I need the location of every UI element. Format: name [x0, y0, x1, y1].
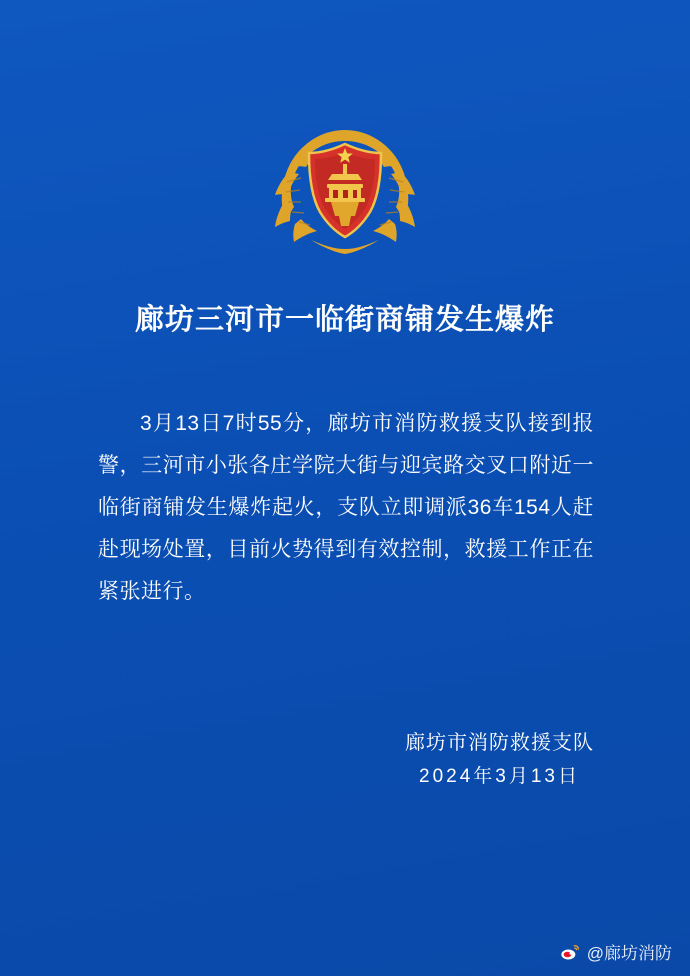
china-police-fire-emblem	[265, 112, 425, 258]
signature-date: 2024年3月13日	[419, 766, 580, 787]
announcement-body: 3月13日7时55分，廊坊市消防救援支队接到报警，三河市小张各庄学院大街与迎宾路交叉口附近一临街商铺发生爆炸起火，支队立即调派36车154人赶赴现场处置，目前火势得到有效控制，救援工作正在紧张进行。	[98, 412, 594, 603]
weibo-icon	[560, 942, 580, 962]
emblem-container	[0, 112, 690, 258]
weibo-watermark	[560, 939, 672, 964]
page-title: 廊坊三河市一临街商铺发生爆炸	[134, 304, 555, 337]
weibo-account-label: @廊坊消防	[586, 944, 672, 963]
signature-organization: 廊坊市消防救援支队	[405, 732, 594, 754]
signature-block	[405, 726, 594, 794]
